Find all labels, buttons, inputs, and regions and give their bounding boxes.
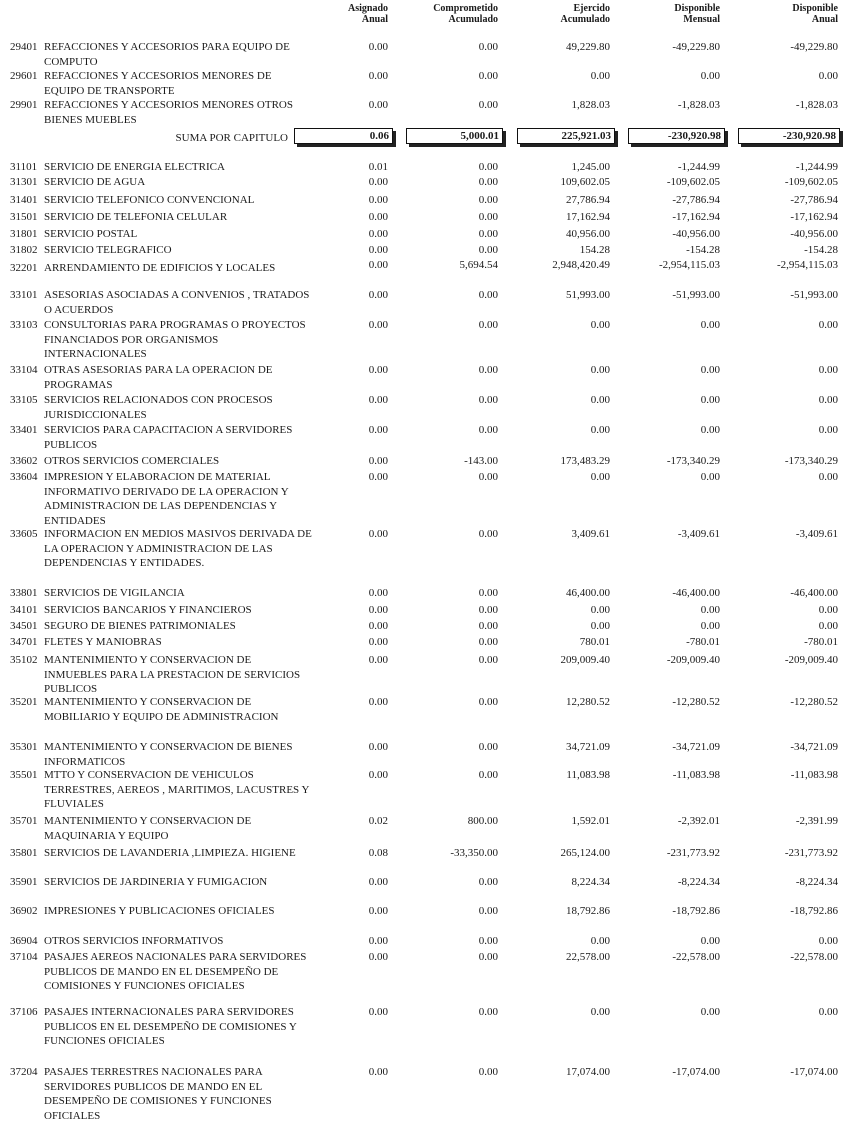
account-description: MANTENIMIENTO Y CONSERVACION DE MOBILIARIO Y EQUIPO DE ADMINISTRACION — [44, 696, 279, 723]
asignado-anual-value: 0.00 — [368, 319, 388, 331]
disponible-anual-value: -22,578.00 — [790, 951, 838, 963]
account-code: 36904 — [10, 935, 38, 947]
account-description: SERVICIO DE AGUA — [44, 176, 146, 188]
account-description: SERVICIOS DE LAVANDERIA ,LIMPIEZA. HIGIENE — [44, 847, 296, 859]
account-description: MANTENIMIENTO Y CONSERVACION DE INMUEBLES PARA LA PRESTACION DE SERVICIOS PUBLICOS — [44, 654, 301, 696]
asignado-anual-value: 0.00 — [368, 228, 388, 240]
ejercido-acumulado-value: 0.00 — [590, 424, 610, 436]
disponible-anual-value: -8,224.34 — [795, 876, 838, 888]
asignado-anual-value: 0.00 — [368, 636, 388, 648]
account-description: SERVICIO DE TELEFONIA CELULAR — [44, 211, 228, 223]
asignado-anual-value: 0.00 — [368, 70, 388, 82]
comprometido-acumulado-value: 0.00 — [478, 769, 498, 781]
comprometido-acumulado-value: 0.00 — [478, 394, 498, 406]
account-description: MANTENIMIENTO Y CONSERVACION DE BIENES INFORMATICOS — [44, 741, 293, 768]
ejercido-acumulado-value: 17,162.94 — [566, 211, 610, 223]
ejercido-acumulado-value: 0.00 — [590, 70, 610, 82]
account-description: SERVICIO POSTAL — [44, 228, 138, 240]
account-description: SERVICIOS DE VIGILANCIA — [44, 587, 185, 599]
ejercido-acumulado-value: 49,229.80 — [566, 41, 610, 53]
account-code: 33105 — [10, 394, 38, 406]
disponible-mensual-value: 0.00 — [700, 364, 720, 376]
ejercido-acumulado-value: 34,721.09 — [566, 741, 610, 753]
account-description: REFACCIONES Y ACCESORIOS PARA EQUIPO DE COMPUTO — [44, 41, 290, 68]
header-line-1: Asignado — [347, 3, 388, 14]
disponible-mensual-value: -1,244.99 — [677, 161, 720, 173]
asignado-anual-value: 0.00 — [368, 769, 388, 781]
asignado-anual-value: 0.00 — [368, 471, 388, 483]
account-code: 29601 — [10, 70, 38, 82]
disponible-mensual-value: -51,993.00 — [672, 289, 720, 301]
disponible-mensual-value: -173,340.29 — [666, 455, 720, 467]
account-description: MANTENIMIENTO Y CONSERVACION DE MAQUINARIA Y EQUIPO — [44, 815, 252, 842]
account-description: REFACCIONES Y ACCESORIOS MENORES OTROS BIENES MUEBLES — [44, 99, 293, 126]
disponible-mensual-value: 0.00 — [700, 604, 720, 616]
comprometido-acumulado-value: 0.00 — [478, 1066, 498, 1078]
disponible-mensual-value: -11,083.98 — [672, 769, 720, 781]
ejercido-acumulado-value: 27,786.94 — [566, 194, 610, 206]
comprometido-acumulado-value: 0.00 — [478, 620, 498, 632]
disponible-anual-value: 0.00 — [818, 70, 838, 82]
account-description: IMPRESION Y ELABORACION DE MATERIAL INFORMATIVO DERIVADO DE LA OPERACION Y ADMINISTRACION DE LAS DEPENDENCIAS Y ENTIDADES — [44, 471, 289, 527]
account-code: 37106 — [10, 1006, 38, 1018]
account-description: MTTO Y CONSERVACION DE VEHICULOS TERRESTRES, AEREOS , MARITIMOS, LACUSTRES Y FLUVIALES — [44, 769, 310, 811]
disponible-mensual-value: -40,956.00 — [672, 228, 720, 240]
ejercido-acumulado-value: 11,083.98 — [566, 769, 610, 781]
asignado-anual-value: 0.00 — [368, 424, 388, 436]
disponible-mensual-value: -2,392.01 — [677, 815, 720, 827]
comprometido-acumulado-value: 0.00 — [478, 951, 498, 963]
account-code: 29901 — [10, 99, 38, 111]
comprometido-acumulado-value: 0.00 — [478, 696, 498, 708]
comprometido-acumulado-value: 0.00 — [478, 161, 498, 173]
asignado-anual-value: 0.00 — [368, 364, 388, 376]
account-description: OTROS SERVICIOS INFORMATIVOS — [44, 935, 224, 947]
disponible-mensual-value: -34,721.09 — [672, 741, 720, 753]
comprometido-acumulado-value: 0.00 — [478, 587, 498, 599]
comprometido-acumulado-value: -33,350.00 — [450, 847, 498, 859]
asignado-anual-value: 0.00 — [368, 905, 388, 917]
account-description: IMPRESIONES Y PUBLICACIONES OFICIALES — [44, 905, 275, 917]
disponible-mensual-value: -18,792.86 — [672, 905, 720, 917]
ejercido-acumulado-value: 209,009.40 — [560, 654, 610, 666]
asignado-anual-value: 0.00 — [368, 194, 388, 206]
asignado-anual-value: 0.00 — [368, 176, 388, 188]
disponible-anual-value: 0.00 — [818, 319, 838, 331]
comprometido-acumulado-value: 0.00 — [478, 70, 498, 82]
asignado-anual-value: 0.00 — [368, 1006, 388, 1018]
account-description: PASAJES AEREOS NACIONALES PARA SERVIDORES PUBLICOS DE MANDO EN EL DESEMPEÑO DE COMISIONES Y FUNCIONES OFICIALES — [44, 951, 307, 993]
account-description: SERVICIOS PARA CAPACITACION A SERVIDORES PUBLICOS — [44, 424, 293, 451]
ejercido-acumulado-value: 1,592.01 — [571, 815, 610, 827]
ejercido-acumulado-value: 265,124.00 — [560, 847, 610, 859]
comprometido-acumulado-value: 0.00 — [478, 244, 498, 256]
account-description: SERVICIO DE ENERGIA ELECTRICA — [44, 161, 225, 173]
ejercido-acumulado-value: 2,948,420.49 — [552, 259, 610, 271]
account-description: OTRAS ASESORIAS PARA LA OPERACION DE PROGRAMAS — [44, 364, 273, 391]
header-line-1: Disponible — [674, 3, 720, 14]
disponible-mensual-value: 0.00 — [700, 70, 720, 82]
disponible-anual-value: -46,400.00 — [790, 587, 838, 599]
account-code: 34101 — [10, 604, 38, 616]
disponible-anual-value: -209,009.40 — [784, 654, 838, 666]
account-description: REFACCIONES Y ACCESORIOS MENORES DE EQUIPO DE TRANSPORTE — [44, 70, 272, 97]
comprometido-acumulado-value: 0.00 — [478, 364, 498, 376]
disponible-anual-value: -17,162.94 — [790, 211, 838, 223]
header-line-2: Mensual — [683, 14, 720, 25]
account-code: 33104 — [10, 364, 38, 376]
account-code: 31802 — [10, 244, 38, 256]
asignado-anual-value: 0.00 — [368, 935, 388, 947]
account-description: PASAJES TERRESTRES NACIONALES PARA SERVIDORES PUBLICOS DE MANDO EN EL DESEMPEÑO DE COMISIONES Y FUNCIONES OFICIALES — [44, 1066, 272, 1122]
account-code: 33101 — [10, 289, 38, 301]
account-code: 33604 — [10, 471, 38, 483]
account-code: 35501 — [10, 769, 38, 781]
ejercido-acumulado-value: 22,578.00 — [566, 951, 610, 963]
disponible-mensual-value: 0.00 — [700, 1006, 720, 1018]
disponible-mensual-value: -3,409.61 — [677, 528, 720, 540]
account-description: CONSULTORIAS PARA PROGRAMAS O PROYECTOS FINANCIADOS POR ORGANISMOS INTERNACIONALES — [44, 319, 306, 361]
suma-ejercido-box: 225,921.03 — [517, 128, 615, 144]
account-code: 35901 — [10, 876, 38, 888]
comprometido-acumulado-value: 0.00 — [478, 211, 498, 223]
disponible-anual-value: 0.00 — [818, 364, 838, 376]
ejercido-acumulado-value: 8,224.34 — [571, 876, 610, 888]
account-code: 33103 — [10, 319, 38, 331]
disponible-mensual-value: 0.00 — [700, 319, 720, 331]
asignado-anual-value: 0.00 — [368, 211, 388, 223]
ejercido-acumulado-value: 780.01 — [579, 636, 610, 648]
disponible-anual-value: -780.01 — [804, 636, 838, 648]
account-description: SERVICIO TELEFONICO CONVENCIONAL — [44, 194, 255, 206]
ejercido-acumulado-value: 0.00 — [590, 1006, 610, 1018]
comprometido-acumulado-value: 0.00 — [478, 905, 498, 917]
account-code: 36902 — [10, 905, 38, 917]
account-code: 31801 — [10, 228, 38, 240]
comprometido-acumulado-value: 0.00 — [478, 636, 498, 648]
account-code: 31501 — [10, 211, 38, 223]
ejercido-acumulado-value: 51,993.00 — [566, 289, 610, 301]
disponible-anual-value: -12,280.52 — [790, 696, 838, 708]
account-code: 37204 — [10, 1066, 38, 1078]
suma-disponible-mensual-box: -230,920.98 — [628, 128, 725, 144]
asignado-anual-value: 0.00 — [368, 394, 388, 406]
disponible-anual-value: 0.00 — [818, 394, 838, 406]
disponible-anual-value: -27,786.94 — [790, 194, 838, 206]
header-line-2: Acumulado — [448, 14, 498, 25]
disponible-anual-value: -49,229.80 — [790, 41, 838, 53]
account-description: ARRENDAMIENTO DE EDIFICIOS Y LOCALES — [44, 262, 276, 274]
disponible-anual-value: 0.00 — [818, 604, 838, 616]
comprometido-acumulado-value: 0.00 — [478, 99, 498, 111]
comprometido-acumulado-value: 0.00 — [478, 194, 498, 206]
disponible-mensual-value: -2,954,115.03 — [658, 259, 720, 271]
disponible-anual-value: -173,340.29 — [784, 455, 838, 467]
disponible-mensual-value: -17,074.00 — [672, 1066, 720, 1078]
ejercido-acumulado-value: 0.00 — [590, 935, 610, 947]
disponible-anual-value: -11,083.98 — [790, 769, 838, 781]
disponible-mensual-value: -46,400.00 — [672, 587, 720, 599]
disponible-mensual-value: -8,224.34 — [677, 876, 720, 888]
account-code: 31101 — [10, 161, 38, 173]
disponible-mensual-value: 0.00 — [700, 394, 720, 406]
ejercido-acumulado-value: 0.00 — [590, 620, 610, 632]
disponible-anual-value: -51,993.00 — [790, 289, 838, 301]
disponible-anual-value: -2,391.99 — [795, 815, 838, 827]
disponible-mensual-value: -12,280.52 — [672, 696, 720, 708]
comprometido-acumulado-value: 0.00 — [478, 876, 498, 888]
comprometido-acumulado-value: 5,694.54 — [459, 259, 498, 271]
disponible-anual-value: -109,602.05 — [784, 176, 838, 188]
disponible-mensual-value: -27,786.94 — [672, 194, 720, 206]
comprometido-acumulado-value: 800.00 — [467, 815, 498, 827]
comprometido-acumulado-value: -143.00 — [464, 455, 498, 467]
comprometido-acumulado-value: 0.00 — [478, 528, 498, 540]
comprometido-acumulado-value: 0.00 — [478, 41, 498, 53]
ejercido-acumulado-value: 0.00 — [590, 394, 610, 406]
disponible-mensual-value: -209,009.40 — [666, 654, 720, 666]
ejercido-acumulado-value: 173,483.29 — [560, 455, 610, 467]
header-comprometido-acumulado — [400, 3, 498, 25]
disponible-mensual-value: 0.00 — [700, 424, 720, 436]
asignado-anual-value: 0.02 — [368, 815, 388, 827]
ejercido-acumulado-value: 109,602.05 — [560, 176, 610, 188]
account-description: SERVICIOS RELACIONADOS CON PROCESOS JURISDICCIONALES — [44, 394, 273, 421]
account-code: 35201 — [10, 696, 38, 708]
asignado-anual-value: 0.00 — [368, 741, 388, 753]
disponible-mensual-value: -49,229.80 — [672, 41, 720, 53]
header-disponible-mensual — [620, 3, 720, 25]
suma-comprometido-box: 5,000.01 — [406, 128, 503, 144]
asignado-anual-value: 0.00 — [368, 604, 388, 616]
header-asignado-anual — [300, 3, 388, 25]
disponible-anual-value: -1,244.99 — [795, 161, 838, 173]
comprometido-acumulado-value: 0.00 — [478, 424, 498, 436]
disponible-mensual-value: -231,773.92 — [666, 847, 720, 859]
asignado-anual-value: 0.00 — [368, 528, 388, 540]
ejercido-acumulado-value: 46,400.00 — [566, 587, 610, 599]
asignado-anual-value: 0.00 — [368, 41, 388, 53]
account-description: SERVICIOS DE JARDINERIA Y FUMIGACION — [44, 876, 268, 888]
asignado-anual-value: 0.00 — [368, 654, 388, 666]
ejercido-acumulado-value: 154.28 — [579, 244, 610, 256]
header-line-2: Acumulado — [560, 14, 610, 25]
asignado-anual-value: 0.00 — [368, 244, 388, 256]
header-line-1: Comprometido — [433, 3, 498, 14]
ejercido-acumulado-value: 17,074.00 — [566, 1066, 610, 1078]
account-code: 32201 — [10, 262, 38, 274]
account-code: 31401 — [10, 194, 38, 206]
asignado-anual-value: 0.00 — [368, 620, 388, 632]
disponible-mensual-value: 0.00 — [700, 620, 720, 632]
header-disponible-anual — [735, 3, 838, 25]
header-line-1: Disponible — [792, 3, 838, 14]
disponible-anual-value: 0.00 — [818, 935, 838, 947]
disponible-anual-value: 0.00 — [818, 620, 838, 632]
comprometido-acumulado-value: 0.00 — [478, 935, 498, 947]
comprometido-acumulado-value: 0.00 — [478, 228, 498, 240]
ejercido-acumulado-value: 0.00 — [590, 604, 610, 616]
header-line-2: Anual — [811, 14, 838, 25]
ejercido-acumulado-value: 0.00 — [590, 319, 610, 331]
account-description: PASAJES INTERNACIONALES PARA SERVIDORES PUBLICOS EN EL DESEMPEÑO DE COMISIONES Y FUNCIONES OFICIALES — [44, 1006, 297, 1048]
comprometido-acumulado-value: 0.00 — [478, 604, 498, 616]
account-description: INFORMACION EN MEDIOS MASIVOS DERIVADA DE LA OPERACION Y ADMINISTRACION DE LAS DEPENDENCIAS Y ENTIDADES. — [44, 528, 312, 570]
disponible-mensual-value: -109,602.05 — [666, 176, 720, 188]
ejercido-acumulado-value: 0.00 — [590, 364, 610, 376]
asignado-anual-value: 0.00 — [368, 259, 388, 271]
disponible-anual-value: -18,792.86 — [790, 905, 838, 917]
disponible-mensual-value: -22,578.00 — [672, 951, 720, 963]
disponible-anual-value: -3,409.61 — [795, 528, 838, 540]
header-line-2: Anual — [361, 14, 388, 25]
suma-asignado-box: 0.06 — [294, 128, 393, 144]
asignado-anual-value: 0.00 — [368, 289, 388, 301]
disponible-anual-value: 0.00 — [818, 424, 838, 436]
header-line-1: Ejercido — [573, 3, 610, 14]
account-code: 34501 — [10, 620, 38, 632]
disponible-mensual-value: 0.00 — [700, 471, 720, 483]
comprometido-acumulado-value: 0.00 — [478, 471, 498, 483]
account-code: 35801 — [10, 847, 38, 859]
asignado-anual-value: 0.00 — [368, 455, 388, 467]
account-description: OTROS SERVICIOS COMERCIALES — [44, 455, 220, 467]
ejercido-acumulado-value: 0.00 — [590, 471, 610, 483]
suma-disponible-anual-box: -230,920.98 — [738, 128, 840, 144]
account-code: 33401 — [10, 424, 38, 436]
account-code: 33602 — [10, 455, 38, 467]
disponible-anual-value: 0.00 — [818, 1006, 838, 1018]
account-code: 33801 — [10, 587, 38, 599]
account-code: 35701 — [10, 815, 38, 827]
asignado-anual-value: 0.00 — [368, 951, 388, 963]
disponible-anual-value: -17,074.00 — [790, 1066, 838, 1078]
comprometido-acumulado-value: 0.00 — [478, 176, 498, 188]
account-code: 35102 — [10, 654, 38, 666]
disponible-anual-value: 0.00 — [818, 471, 838, 483]
account-code: 37104 — [10, 951, 38, 963]
ejercido-acumulado-value: 1,245.00 — [571, 161, 610, 173]
account-code: 29401 — [10, 41, 38, 53]
account-code: 35301 — [10, 741, 38, 753]
ejercido-acumulado-value: 1,828.03 — [571, 99, 610, 111]
account-description: SERVICIOS BANCARIOS Y FINANCIEROS — [44, 604, 252, 616]
disponible-mensual-value: -154.28 — [686, 244, 720, 256]
asignado-anual-value: 0.08 — [368, 847, 388, 859]
account-description: SERVICIO TELEGRAFICO — [44, 244, 172, 256]
asignado-anual-value: 0.00 — [368, 587, 388, 599]
header-ejercido-acumulado — [510, 3, 610, 25]
account-description: SEGURO DE BIENES PATRIMONIALES — [44, 620, 236, 632]
account-code: 34701 — [10, 636, 38, 648]
disponible-mensual-value: -17,162.94 — [672, 211, 720, 223]
ejercido-acumulado-value: 12,280.52 — [566, 696, 610, 708]
disponible-anual-value: -154.28 — [804, 244, 838, 256]
disponible-anual-value: -34,721.09 — [790, 741, 838, 753]
asignado-anual-value: 0.00 — [368, 99, 388, 111]
ejercido-acumulado-value: 3,409.61 — [571, 528, 610, 540]
account-code: 31301 — [10, 176, 38, 188]
suma-label: SUMA POR CAPITULO — [175, 132, 288, 144]
account-description: FLETES Y MANIOBRAS — [44, 636, 162, 648]
ejercido-acumulado-value: 18,792.86 — [566, 905, 610, 917]
disponible-mensual-value: -780.01 — [686, 636, 720, 648]
comprometido-acumulado-value: 0.00 — [478, 654, 498, 666]
comprometido-acumulado-value: 0.00 — [478, 319, 498, 331]
disponible-mensual-value: 0.00 — [700, 935, 720, 947]
ejercido-acumulado-value: 40,956.00 — [566, 228, 610, 240]
account-code: 33605 — [10, 528, 38, 540]
asignado-anual-value: 0.00 — [368, 1066, 388, 1078]
disponible-anual-value: -40,956.00 — [790, 228, 838, 240]
comprometido-acumulado-value: 0.00 — [478, 741, 498, 753]
disponible-anual-value: -1,828.03 — [795, 99, 838, 111]
asignado-anual-value: 0.00 — [368, 876, 388, 888]
account-description: ASESORIAS ASOCIADAS A CONVENIOS , TRATADOS O ACUERDOS — [44, 289, 310, 316]
comprometido-acumulado-value: 0.00 — [478, 289, 498, 301]
disponible-anual-value: -231,773.92 — [784, 847, 838, 859]
asignado-anual-value: 0.01 — [368, 161, 388, 173]
comprometido-acumulado-value: 0.00 — [478, 1006, 498, 1018]
disponible-mensual-value: -1,828.03 — [677, 99, 720, 111]
asignado-anual-value: 0.00 — [368, 696, 388, 708]
disponible-anual-value: -2,954,115.03 — [776, 259, 838, 271]
